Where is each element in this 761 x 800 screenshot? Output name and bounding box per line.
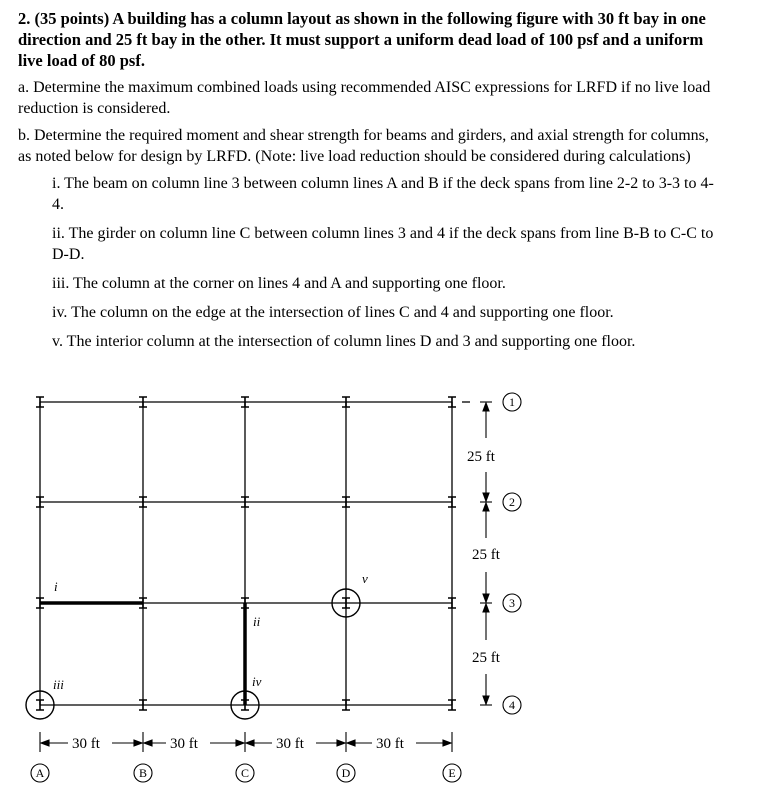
- sub-item: i. The beam on column line 3 between column lines A and B if the deck spans from line 2-2 to 3-3 to 4-4.: [52, 175, 714, 213]
- col-label-D: D: [341, 766, 351, 780]
- sub-item: iv. The column on the edge at the intersection of lines C and 4 and supporting one floor.: [52, 304, 614, 321]
- label-i: i: [54, 579, 58, 594]
- label-v: v: [362, 571, 368, 586]
- dim-25ft-2: 25 ft: [472, 547, 500, 563]
- row-markers: [503, 393, 521, 714]
- label-iv: iv: [252, 674, 262, 689]
- sub-item: iii. The column at the corner on lines 4 and A and supporting one floor.: [52, 275, 506, 292]
- label-ii: ii: [253, 614, 261, 629]
- highlighted-columns: [26, 589, 360, 719]
- sub-item-list: [52, 173, 718, 352]
- dim-25ft-1: 25 ft: [467, 449, 495, 465]
- sub-item: ii. The girder on column line C between column lines 3 and 4 if the deck spans from line B-B to C-C to D-D.: [52, 225, 714, 263]
- col-label-E: E: [448, 766, 456, 780]
- col-label-A: A: [35, 766, 45, 780]
- dim-30ft-1: 30 ft: [72, 736, 100, 752]
- question-title: 2. (35 points) A building has a column layout as shown in the following figure with 30 ft bay in one direction and 25 ft bay in the other. It must support a uniform dead load of 100 psf and a uniform live load of 80 psf.: [18, 9, 706, 70]
- row-label-4: 4: [509, 698, 515, 712]
- row-label-2: 2: [509, 495, 515, 509]
- dim-30ft-3: 30 ft: [276, 736, 304, 752]
- part-a: a. Determine the maximum combined loads using recommended AISC expressions for LRFD if no live load reduction is considered.: [18, 79, 711, 117]
- dim-30ft-2: 30 ft: [170, 736, 198, 752]
- dim-25ft-3: 25 ft: [472, 650, 500, 666]
- column-layout-figure: [0, 388, 761, 800]
- dim-30ft-4: 30 ft: [376, 736, 404, 752]
- row-label-1: 1: [509, 395, 515, 409]
- sub-item: v. The interior column at the intersection of column lines D and 3 and supporting one floor.: [52, 333, 636, 350]
- col-label-C: C: [240, 766, 250, 780]
- part-b: b. Determine the required moment and shear strength for beams and girders, and axial strength for columns, as noted below for design by LRFD. (Note: live load reduction should be considered during calculations): [18, 127, 709, 165]
- label-iii: iii: [53, 677, 64, 692]
- col-label-B: B: [138, 766, 148, 780]
- column-markers: [31, 764, 461, 782]
- row-label-3: 3: [509, 596, 515, 610]
- question-text: [18, 8, 718, 360]
